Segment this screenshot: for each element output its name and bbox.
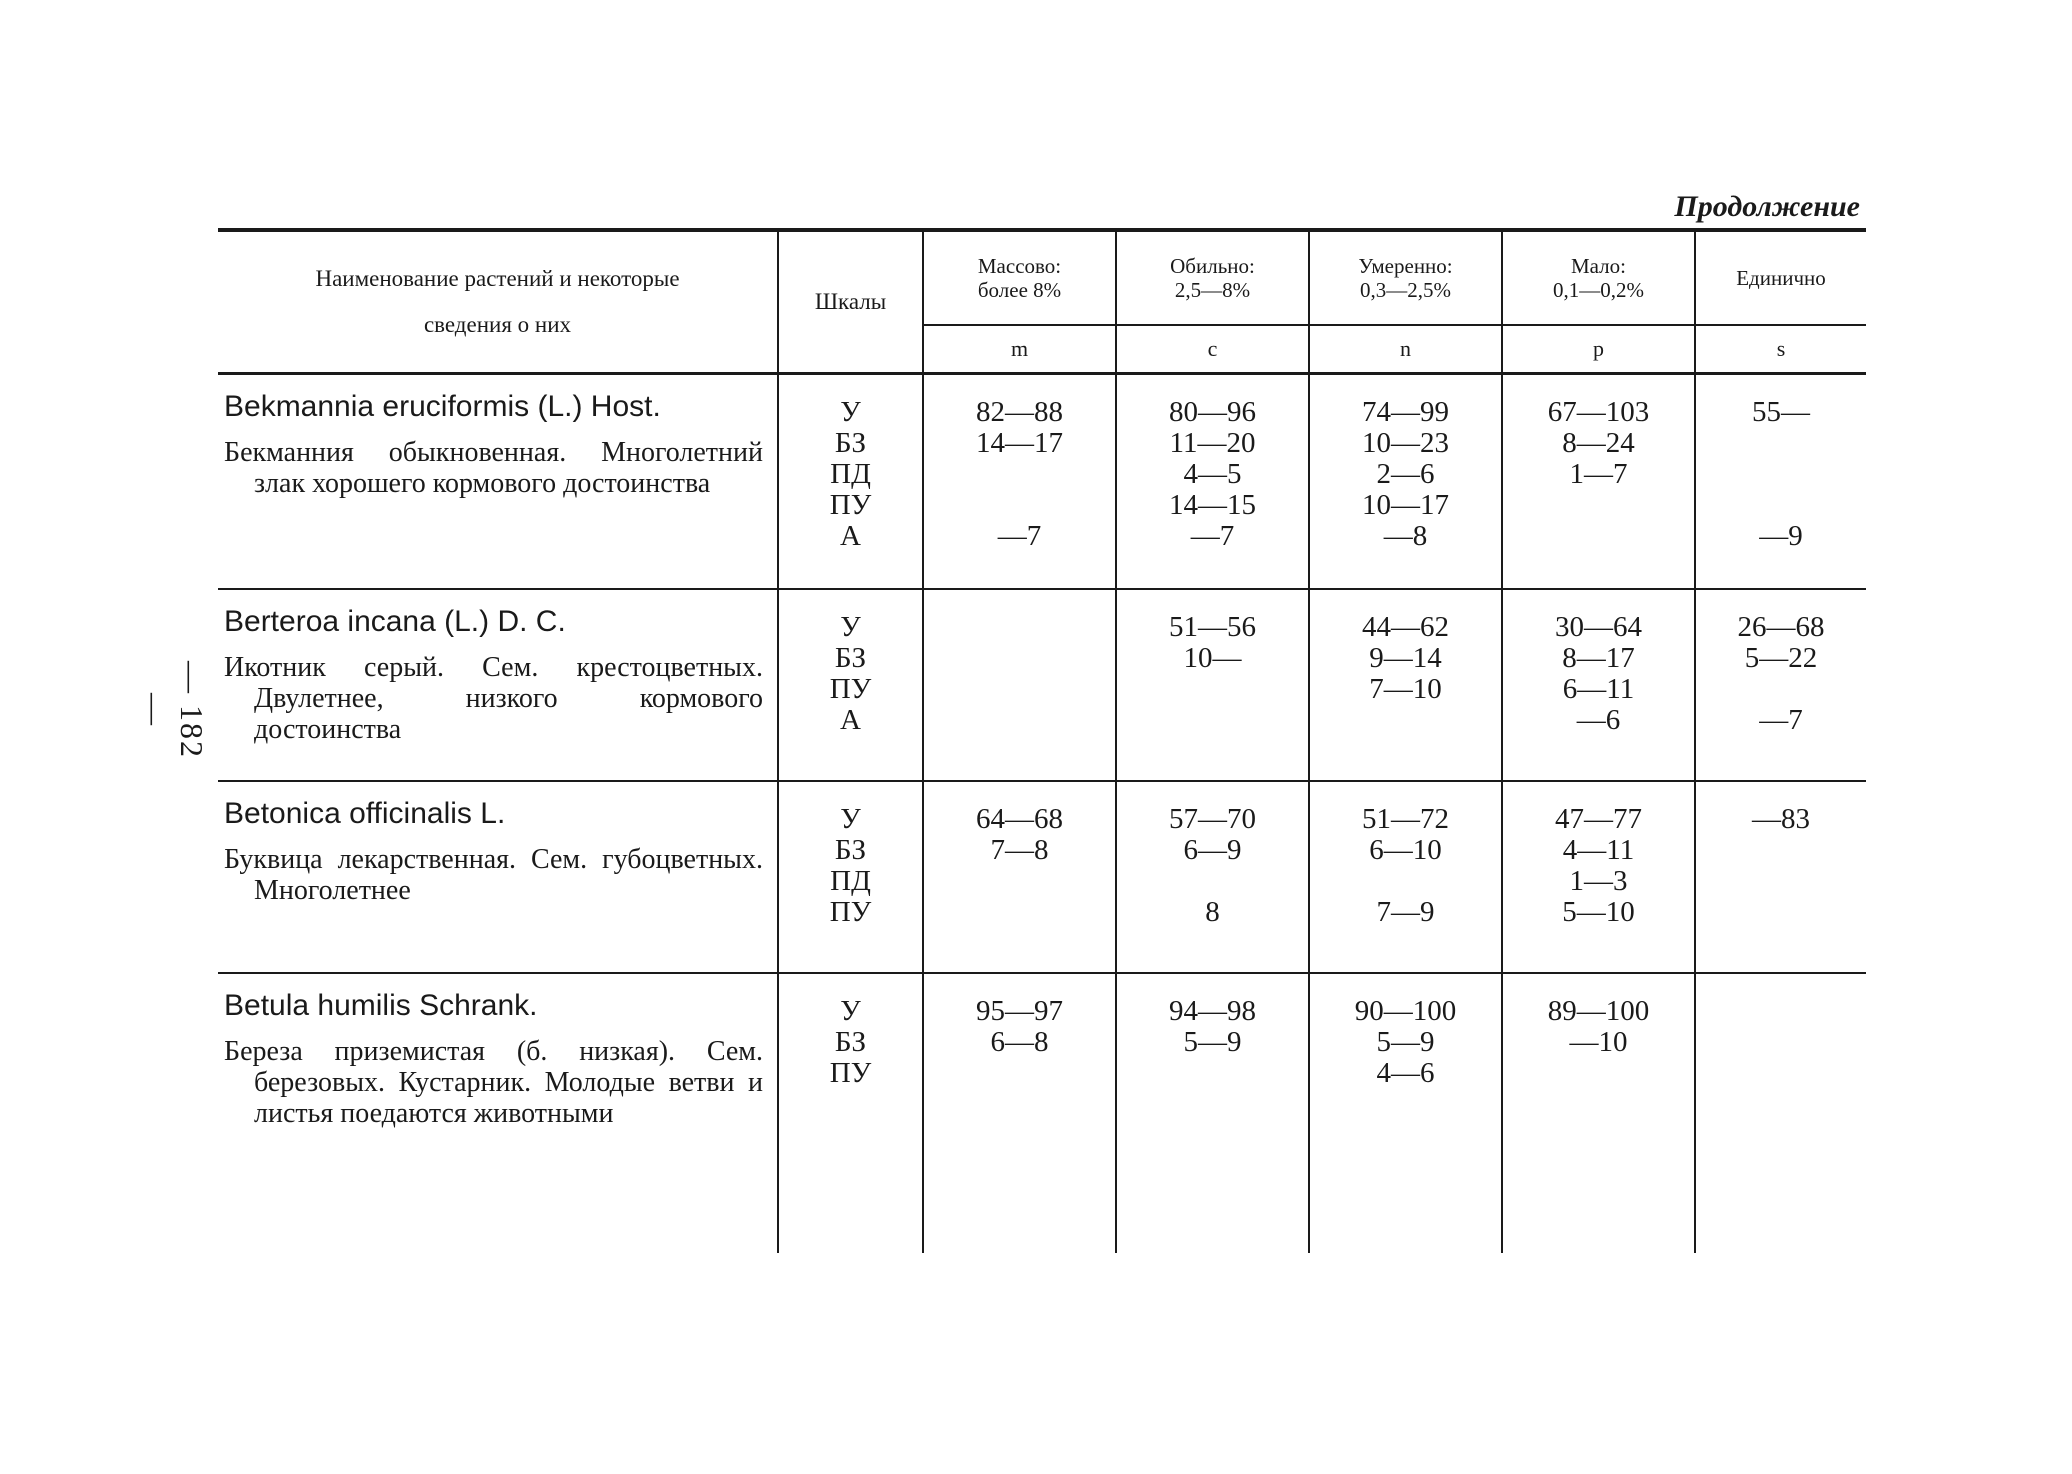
russian-description: Бекманния обыкновенная. Многолетний злак хорошего кормового достоинства [224, 437, 763, 499]
m-values [924, 590, 1115, 736]
russian-description: Буквица лекарственная. Сем. губоцветных. Многолетнее [224, 843, 763, 906]
c-cell [1116, 374, 1309, 589]
plant-name-cell [218, 589, 778, 781]
scale-label: У [840, 396, 861, 428]
value [1503, 1058, 1694, 1089]
scales-lines [779, 590, 922, 736]
russian-description: Икотник серый. Сем. крестоцветных. Двулетнее, низкого кормового достоинства [224, 651, 763, 745]
p-values [1503, 375, 1694, 552]
scale-label: БЗ [834, 1025, 867, 1058]
value [924, 459, 1115, 490]
value: 6—11 [1562, 672, 1635, 705]
table-row [218, 374, 1866, 589]
value: 11—20 [1169, 427, 1256, 459]
value [924, 1058, 1115, 1089]
value: 5—10 [1562, 895, 1635, 928]
value: 7—9 [1376, 895, 1435, 928]
value: 30—64 [1555, 610, 1642, 643]
value: —9 [1759, 520, 1803, 552]
scale-label: ПУ [829, 489, 872, 521]
value: —6 [1576, 703, 1621, 736]
n-cell [1309, 589, 1502, 781]
table-row [218, 589, 1866, 781]
scale-label: ПУ [829, 1056, 872, 1089]
value: 95—97 [976, 994, 1063, 1027]
header-col-c-line2: 2,5—8% [1174, 278, 1251, 302]
p-cell [1502, 973, 1695, 1253]
value [1117, 1058, 1308, 1089]
header-scales: Шкалы [778, 230, 923, 374]
n-values [1310, 375, 1501, 552]
value: 1—3 [1569, 864, 1628, 897]
s-values [1696, 375, 1866, 552]
c-cell [1116, 973, 1309, 1253]
scales-lines [779, 974, 922, 1089]
header-col-m [923, 230, 1116, 325]
m-cell [923, 781, 1116, 973]
value [924, 705, 1115, 736]
value [924, 490, 1115, 521]
plant-scale-table [218, 228, 1866, 1253]
value [1117, 705, 1308, 736]
m-cell [923, 973, 1116, 1253]
value: —7 [997, 520, 1042, 552]
scales-cell [778, 973, 923, 1253]
value [1503, 521, 1694, 552]
m-cell [923, 374, 1116, 589]
value: 5—9 [1183, 1025, 1242, 1058]
s-values [1696, 782, 1866, 928]
value: 55— [1752, 396, 1810, 428]
header-col-s-line1: Единично [1736, 266, 1826, 290]
value [1696, 428, 1866, 459]
m-values [924, 974, 1115, 1089]
header-col-m-line1: Массово: [977, 254, 1062, 278]
header-col-p-line1: Мало: [1571, 254, 1626, 278]
s-values [1696, 974, 1866, 1089]
value: 47—77 [1555, 802, 1642, 835]
s-cell [1695, 589, 1866, 781]
value [1696, 674, 1866, 705]
value: 8—24 [1562, 427, 1635, 459]
value: 6—8 [990, 1025, 1049, 1058]
value: 8 [1205, 895, 1220, 928]
value [1696, 1027, 1866, 1058]
header-symbol-p: p [1502, 325, 1695, 374]
scales-cell [778, 589, 923, 781]
page-number: — 182 — [137, 661, 210, 759]
value: 26—68 [1737, 610, 1825, 643]
c-cell [1116, 781, 1309, 973]
plant-name-cell [218, 781, 778, 973]
value [1696, 835, 1866, 866]
value: 67—103 [1547, 396, 1650, 428]
value: 51—56 [1169, 610, 1256, 643]
value [924, 897, 1115, 928]
scale-label: А [840, 703, 861, 736]
header-symbol-c: c [1116, 325, 1309, 374]
s-cell [1695, 781, 1866, 973]
value [1696, 1058, 1866, 1089]
p-cell [1502, 589, 1695, 781]
value: 10—23 [1362, 427, 1449, 459]
value: —83 [1752, 802, 1810, 835]
scale-label: БЗ [834, 833, 867, 866]
value: 44—62 [1362, 610, 1449, 643]
value [924, 612, 1115, 643]
c-cell [1116, 589, 1309, 781]
scale-label: БЗ [834, 427, 867, 459]
latin-name: Berteroa incana (L.) D. C. [224, 604, 566, 638]
table-row [218, 973, 1866, 1253]
value: —7 [1759, 703, 1803, 736]
header-name-line2: сведения о них [423, 312, 572, 337]
scale-label: ПУ [829, 672, 872, 705]
value [1117, 674, 1308, 705]
scale-label: У [840, 610, 861, 643]
value: —10 [1569, 1025, 1628, 1058]
value: 6—10 [1369, 833, 1442, 866]
value [1696, 866, 1866, 897]
scales-lines [779, 782, 922, 928]
c-values [1117, 974, 1308, 1089]
value [1696, 459, 1866, 490]
s-cell [1695, 973, 1866, 1253]
header-col-n [1309, 230, 1502, 325]
value: 4—5 [1183, 458, 1242, 490]
scale-label: ПД [830, 458, 871, 490]
value: 64—68 [976, 802, 1063, 835]
c-values [1117, 375, 1308, 552]
value [1310, 705, 1501, 736]
s-cell [1695, 374, 1866, 589]
value [1503, 490, 1694, 521]
scale-label: БЗ [834, 641, 867, 674]
value: 9—14 [1369, 641, 1442, 674]
value: 2—6 [1376, 458, 1435, 490]
p-cell [1502, 781, 1695, 973]
value: 57—70 [1169, 802, 1256, 835]
latin-name: Betonica officinalis L. [224, 796, 506, 830]
value: 14—17 [976, 427, 1063, 459]
m-cell [923, 589, 1116, 781]
value: —8 [1383, 520, 1428, 552]
m-values [924, 375, 1115, 552]
p-cell [1502, 374, 1695, 589]
value: 51—72 [1362, 802, 1449, 835]
value: 10— [1183, 641, 1242, 674]
value: 74—99 [1362, 396, 1449, 428]
n-cell [1309, 781, 1502, 973]
value: 7—10 [1369, 672, 1442, 705]
value [1696, 490, 1866, 521]
plant-name-cell [218, 374, 778, 589]
header-symbol-m: m [923, 325, 1116, 374]
header-symbol-s: s [1695, 325, 1866, 374]
value [924, 643, 1115, 674]
scale-label: ПД [830, 864, 871, 897]
value [924, 866, 1115, 897]
scale-label: ПУ [829, 895, 872, 928]
table-row [218, 781, 1866, 973]
m-values [924, 782, 1115, 928]
n-values [1310, 782, 1501, 928]
value: 1—7 [1569, 458, 1628, 490]
p-values [1503, 782, 1694, 928]
scales-cell [778, 781, 923, 973]
c-values [1117, 590, 1308, 736]
value [1696, 897, 1866, 928]
header-col-p [1502, 230, 1695, 325]
s-values [1696, 590, 1866, 736]
scales-cell [778, 374, 923, 589]
value: 6—9 [1183, 833, 1242, 866]
n-cell [1309, 973, 1502, 1253]
header-name-cell [218, 230, 778, 374]
header-col-n-line2: 0,3—2,5% [1360, 278, 1451, 302]
header-col-m-line2: более 8% [977, 278, 1062, 302]
value: 4—6 [1376, 1056, 1435, 1089]
continuation-label: Продолжение [1674, 190, 1860, 223]
latin-name: Bekmannia eruciformis (L.) Host. [224, 390, 661, 423]
russian-description: Береза приземистая (б. низкая). Сем. березовых. Кустарник. Молодые ветви и листья поедаются животными [224, 1035, 763, 1129]
n-values [1310, 590, 1501, 736]
value: 5—9 [1376, 1025, 1435, 1058]
value: 4—11 [1562, 833, 1635, 866]
header-col-s [1695, 230, 1866, 325]
n-cell [1309, 374, 1502, 589]
n-values [1310, 974, 1501, 1089]
value: 7—8 [990, 833, 1049, 866]
value: 10—17 [1362, 489, 1449, 521]
value [1310, 866, 1501, 897]
scale-label: У [840, 802, 861, 835]
value: 14—15 [1169, 489, 1256, 521]
value [1117, 866, 1308, 897]
value: —7 [1190, 520, 1235, 552]
header-name-line1: Наименование растений и некоторые [315, 266, 680, 291]
scale-label: У [840, 994, 861, 1027]
p-values [1503, 590, 1694, 736]
header-col-p-line2: 0,1—0,2% [1553, 278, 1644, 302]
value: 8—17 [1562, 641, 1635, 674]
plant-name-cell [218, 973, 778, 1253]
p-values [1503, 974, 1694, 1089]
value [924, 674, 1115, 705]
value: 89—100 [1547, 994, 1650, 1027]
c-values [1117, 782, 1308, 928]
value: 90—100 [1354, 994, 1457, 1027]
latin-name: Betula humilis Schrank. [224, 988, 538, 1022]
header-col-c [1116, 230, 1309, 325]
header-col-c-line1: Обильно: [1170, 254, 1255, 278]
header-col-n-line1: Умеренно: [1358, 254, 1453, 278]
value: 94—98 [1169, 994, 1256, 1027]
value [1696, 996, 1866, 1027]
scales-lines [779, 375, 922, 552]
value: 5—22 [1744, 641, 1818, 674]
value: 82—88 [976, 396, 1063, 428]
scale-label: А [840, 520, 861, 552]
value: 80—96 [1169, 396, 1256, 428]
header-row [218, 230, 1866, 325]
header-symbol-n: n [1309, 325, 1502, 374]
